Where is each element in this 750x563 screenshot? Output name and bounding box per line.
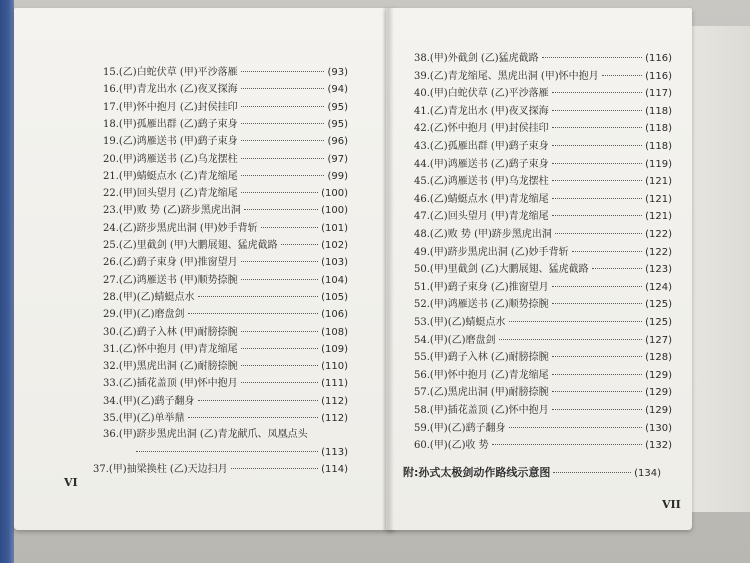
toc-entry — [103, 360, 348, 373]
right-folio: VII — [662, 498, 681, 511]
leader-dots — [552, 286, 642, 287]
toc-entry — [103, 101, 348, 114]
page-number: (132) — [645, 440, 672, 452]
entry-title: 21.(甲)蜻蜓点水 (乙)青龙缩尾 — [103, 170, 238, 182]
toc-entry — [103, 204, 348, 217]
page-number: (119) — [645, 158, 672, 170]
appendix-title: 附:孙式太极剑动作路线示意图 — [403, 466, 551, 479]
leader-dots — [231, 468, 318, 469]
entry-title: 58.(甲)插花盖顶 (乙)怀中抱月 — [414, 405, 549, 416]
toc-entry — [103, 83, 348, 96]
entry-title: 33.(乙)插花盖顶 (甲)怀中抱月 — [103, 378, 238, 390]
toc-entry — [414, 246, 672, 259]
entry-title: 37.(甲)抽梁换柱 (乙)天边扫月 — [93, 464, 228, 475]
toc-entry — [414, 193, 672, 206]
page-number: (100) — [321, 205, 348, 217]
leader-dots — [136, 451, 318, 452]
entry-title: 39.(乙)青龙缩尾、黑虎出洞 (甲)怀中抱月 — [414, 70, 599, 82]
entry-title: 42.(乙)怀中抱月 (甲)封侯挂印 — [414, 123, 549, 135]
page-number: (125) — [645, 317, 672, 328]
toc-entry — [414, 439, 672, 452]
toc-entry — [103, 291, 348, 304]
entry-title: 47.(乙)回头望月 (甲)青龙缩尾 — [414, 211, 549, 223]
toc-entry — [103, 256, 348, 269]
leader-dots — [241, 71, 325, 72]
entry-title: 27.(乙)鸿雁送书 (甲)顺势捺腕 — [103, 274, 238, 286]
leader-dots — [241, 279, 318, 280]
leader-dots — [241, 175, 325, 176]
page-number: (108) — [321, 326, 348, 338]
toc-entry — [414, 281, 672, 294]
entry-title: 24.(乙)跻步黑虎出洞 (甲)妙手背斩 — [103, 222, 258, 234]
entry-title: 59.(甲)(乙)鹞子翻身 — [414, 422, 506, 434]
leader-dots — [509, 321, 643, 322]
page-number: (113) — [321, 447, 348, 458]
leader-dots — [241, 348, 318, 349]
entry-title: 18.(甲)孤雁出群 (乙)鹞子束身 — [103, 118, 238, 130]
leader-dots — [552, 127, 642, 128]
page-number: (121) — [645, 176, 672, 188]
page-number: (121) — [645, 211, 672, 223]
leader-dots — [572, 251, 642, 252]
page-number: (112) — [321, 395, 348, 407]
page-number: (117) — [645, 88, 672, 100]
page-number: (116) — [645, 70, 672, 82]
page-number: (93) — [327, 67, 348, 78]
left-folio: VI — [64, 476, 78, 489]
entry-title: 15.(乙)白蛇伏草 (甲)平沙落雁 — [103, 67, 238, 78]
toc-entry — [103, 377, 348, 390]
entry-title: 49.(甲)跻步黑虎出洞 (乙)妙手背斩 — [414, 246, 569, 258]
page-number: (125) — [645, 299, 672, 311]
page-number: (101) — [321, 222, 348, 234]
leader-dots — [553, 472, 631, 473]
entry-title: 17.(甲)怀中抱月 (乙)封侯挂印 — [103, 101, 238, 113]
toc-entry — [414, 158, 672, 171]
leader-dots — [198, 296, 319, 297]
leader-dots — [592, 268, 642, 269]
entry-title: 25.(乙)里截剑 (甲)大鹏展翅、猛虎截路 — [103, 240, 278, 251]
entry-title: 28.(甲)(乙)蜻蜓点水 — [103, 291, 195, 303]
toc-entry — [103, 395, 348, 408]
leader-dots — [241, 331, 318, 332]
toc-entry — [103, 66, 348, 79]
toc-entry-36-line1: 36.(甲)跻步黑虎出洞 (乙)青龙献爪、凤凰点头 — [103, 429, 308, 440]
toc-entry — [103, 343, 348, 356]
leader-dots — [552, 391, 642, 392]
leader-dots — [552, 303, 642, 304]
toc-entry — [414, 70, 672, 83]
underlying-page-edge — [690, 26, 750, 512]
entry-title: 52.(甲)鸿雁送书 (乙)顺势捺腕 — [414, 299, 549, 311]
leader-dots — [552, 356, 642, 357]
entry-title: 20.(甲)鸿雁送书 (乙)乌龙摆柱 — [103, 153, 238, 165]
toc-entry-37 — [93, 463, 348, 476]
toc-entry — [414, 140, 672, 153]
page-number: (123) — [645, 264, 672, 276]
page-number: (124) — [645, 281, 672, 293]
toc-entry — [103, 274, 348, 287]
page-number: (122) — [645, 246, 672, 258]
leader-dots — [602, 75, 642, 76]
toc-entry — [103, 412, 348, 425]
page-number: (94) — [327, 84, 348, 96]
book-cover-edge — [0, 0, 14, 563]
toc-entry — [414, 386, 672, 399]
leader-dots — [552, 163, 642, 164]
entry-title: 16.(甲)青龙出水 (乙)夜叉探海 — [103, 84, 238, 96]
leader-dots — [499, 339, 643, 340]
toc-entry — [414, 422, 672, 435]
leader-dots — [261, 227, 318, 228]
page-number: (110) — [321, 361, 348, 373]
page-number: (129) — [645, 405, 672, 416]
toc-entry — [414, 263, 672, 276]
leader-dots — [241, 88, 325, 89]
leader-dots — [552, 180, 642, 181]
page-number: (97) — [327, 153, 348, 165]
entry-title: 34.(甲)(乙)鹞子翻身 — [103, 395, 195, 407]
entry-title: 22.(甲)回头望月 (乙)青龙缩尾 — [103, 188, 238, 200]
toc-entry — [414, 52, 672, 65]
toc-entry — [103, 222, 348, 235]
leader-dots — [241, 158, 325, 159]
toc-entry — [414, 404, 672, 417]
page-number: (114) — [321, 464, 348, 475]
entry-title: 26.(乙)鹞子束身 (甲)推窗望月 — [103, 257, 238, 269]
toc-entry — [414, 122, 672, 135]
entry-title: 48.(乙)败 势 (甲)跻步黑虎出洞 — [414, 229, 552, 240]
leader-dots — [241, 365, 318, 366]
leader-dots — [552, 110, 642, 111]
page-number: (134) — [634, 468, 661, 479]
leader-dots — [241, 261, 318, 262]
toc-entry — [414, 316, 672, 329]
toc-entry — [414, 351, 672, 364]
page-number: (118) — [645, 141, 672, 152]
toc-entry — [414, 228, 672, 241]
entry-title: 51.(甲)鹞子束身 (乙)推窗望月 — [414, 281, 549, 293]
toc-entry — [103, 118, 348, 131]
toc-entry-36-line2 — [133, 446, 348, 459]
toc-entry — [414, 175, 672, 188]
entry-title: 32.(甲)黑虎出洞 (乙)耐膀捺腕 — [103, 361, 238, 373]
entry-title: 35.(甲)(乙)单举鼎 — [103, 413, 185, 424]
toc-entry — [103, 170, 348, 183]
page-number: (95) — [327, 118, 348, 130]
page-number: (96) — [327, 136, 348, 148]
leader-dots — [198, 400, 319, 401]
entry-title: 54.(甲)(乙)磨盘剑 — [414, 334, 496, 346]
leader-dots — [552, 145, 642, 146]
leader-dots — [552, 409, 642, 410]
leader-dots — [552, 198, 642, 199]
leader-dots — [542, 57, 642, 58]
leader-dots — [552, 215, 642, 216]
leader-dots — [281, 244, 318, 245]
entry-title: 44.(甲)鸿雁送书 (乙)鹞子束身 — [414, 158, 549, 170]
toc-entry — [103, 326, 348, 339]
leader-dots — [492, 444, 642, 445]
page-number: (112) — [321, 413, 348, 424]
leader-dots — [552, 374, 642, 375]
entry-title: 23.(甲)败 势 (乙)跻步黑虎出洞 — [103, 205, 241, 217]
page-number: (129) — [645, 369, 672, 381]
leader-dots — [509, 427, 643, 428]
page-number: (118) — [645, 105, 672, 117]
toc-entry — [414, 334, 672, 347]
leader-dots — [188, 417, 319, 418]
toc-entry — [103, 308, 348, 321]
page-number: (118) — [645, 123, 672, 135]
toc-entry — [414, 298, 672, 311]
leader-dots — [241, 106, 325, 107]
leader-dots — [241, 382, 318, 383]
entry-title: 46.(乙)蜻蜓点水 (甲)青龙缩尾 — [414, 193, 549, 205]
page-number: (105) — [321, 291, 348, 303]
leader-dots — [555, 233, 642, 234]
entry-title: 45.(乙)鸿雁送书 (甲)乌龙摆柱 — [414, 176, 549, 188]
page-number: (111) — [321, 378, 348, 390]
page-number: (106) — [321, 309, 348, 321]
leader-dots — [188, 313, 319, 314]
entry-title: 29.(甲)(乙)磨盘剑 — [103, 309, 185, 321]
entry-title: 41.(乙)青龙出水 (甲)夜叉探海 — [414, 105, 549, 117]
entry-title: 56.(甲)怀中抱月 (乙)青龙缩尾 — [414, 369, 549, 381]
toc-entry — [103, 187, 348, 200]
page-number: (129) — [645, 387, 672, 399]
entry-title: 19.(乙)鸿雁送书 (甲)鹞子束身 — [103, 136, 238, 148]
page-number: (128) — [645, 352, 672, 364]
page-number: (130) — [645, 422, 672, 434]
page-number: (116) — [645, 53, 672, 64]
entry-title: 38.(甲)外截剑 (乙)猛虎截路 — [414, 53, 539, 64]
entry-title: 53.(甲)(乙)蜻蜓点水 — [414, 317, 506, 328]
entry-title: 57.(乙)黑虎出洞 (甲)耐膀捺腕 — [414, 387, 549, 399]
toc-entry — [414, 369, 672, 382]
page-number: (121) — [645, 193, 672, 205]
page-number: (99) — [327, 170, 348, 182]
toc-entry — [414, 87, 672, 100]
toc-entry — [103, 153, 348, 166]
toc-entry — [103, 135, 348, 148]
book-gutter — [382, 8, 394, 530]
appendix-entry — [403, 464, 661, 480]
page-number: (100) — [321, 188, 348, 200]
leader-dots — [241, 123, 325, 124]
entry-title: 31.(乙)怀中抱月 (甲)青龙缩尾 — [103, 343, 238, 355]
leader-dots — [241, 192, 318, 193]
entry-title: 60.(甲)(乙)收 势 — [414, 440, 489, 452]
leader-dots — [241, 140, 325, 141]
entry-title: 50.(甲)里截剑 (乙)大鹏展翅、猛虎截路 — [414, 264, 589, 276]
entry-title: 55.(甲)鹞子入林 (乙)耐膀捺腕 — [414, 352, 549, 364]
page-number: (127) — [645, 334, 672, 346]
page-number: (103) — [321, 257, 348, 269]
page-number: (102) — [321, 240, 348, 251]
entry-title: 40.(甲)白蛇伏草 (乙)平沙落雁 — [414, 88, 549, 100]
leader-dots — [244, 209, 318, 210]
leader-dots — [552, 92, 642, 93]
toc-entry — [414, 105, 672, 118]
entry-title: 43.(乙)孤雁出群 (甲)鹞子束身 — [414, 141, 549, 152]
page-number: (104) — [321, 274, 348, 286]
toc-entry — [414, 210, 672, 223]
page-number: (122) — [645, 229, 672, 240]
page-number: (95) — [327, 101, 348, 113]
page-number: (109) — [321, 343, 348, 355]
entry-title: 30.(乙)鹞子入林 (甲)耐膀捺腕 — [103, 326, 238, 338]
toc-entry — [103, 239, 348, 252]
